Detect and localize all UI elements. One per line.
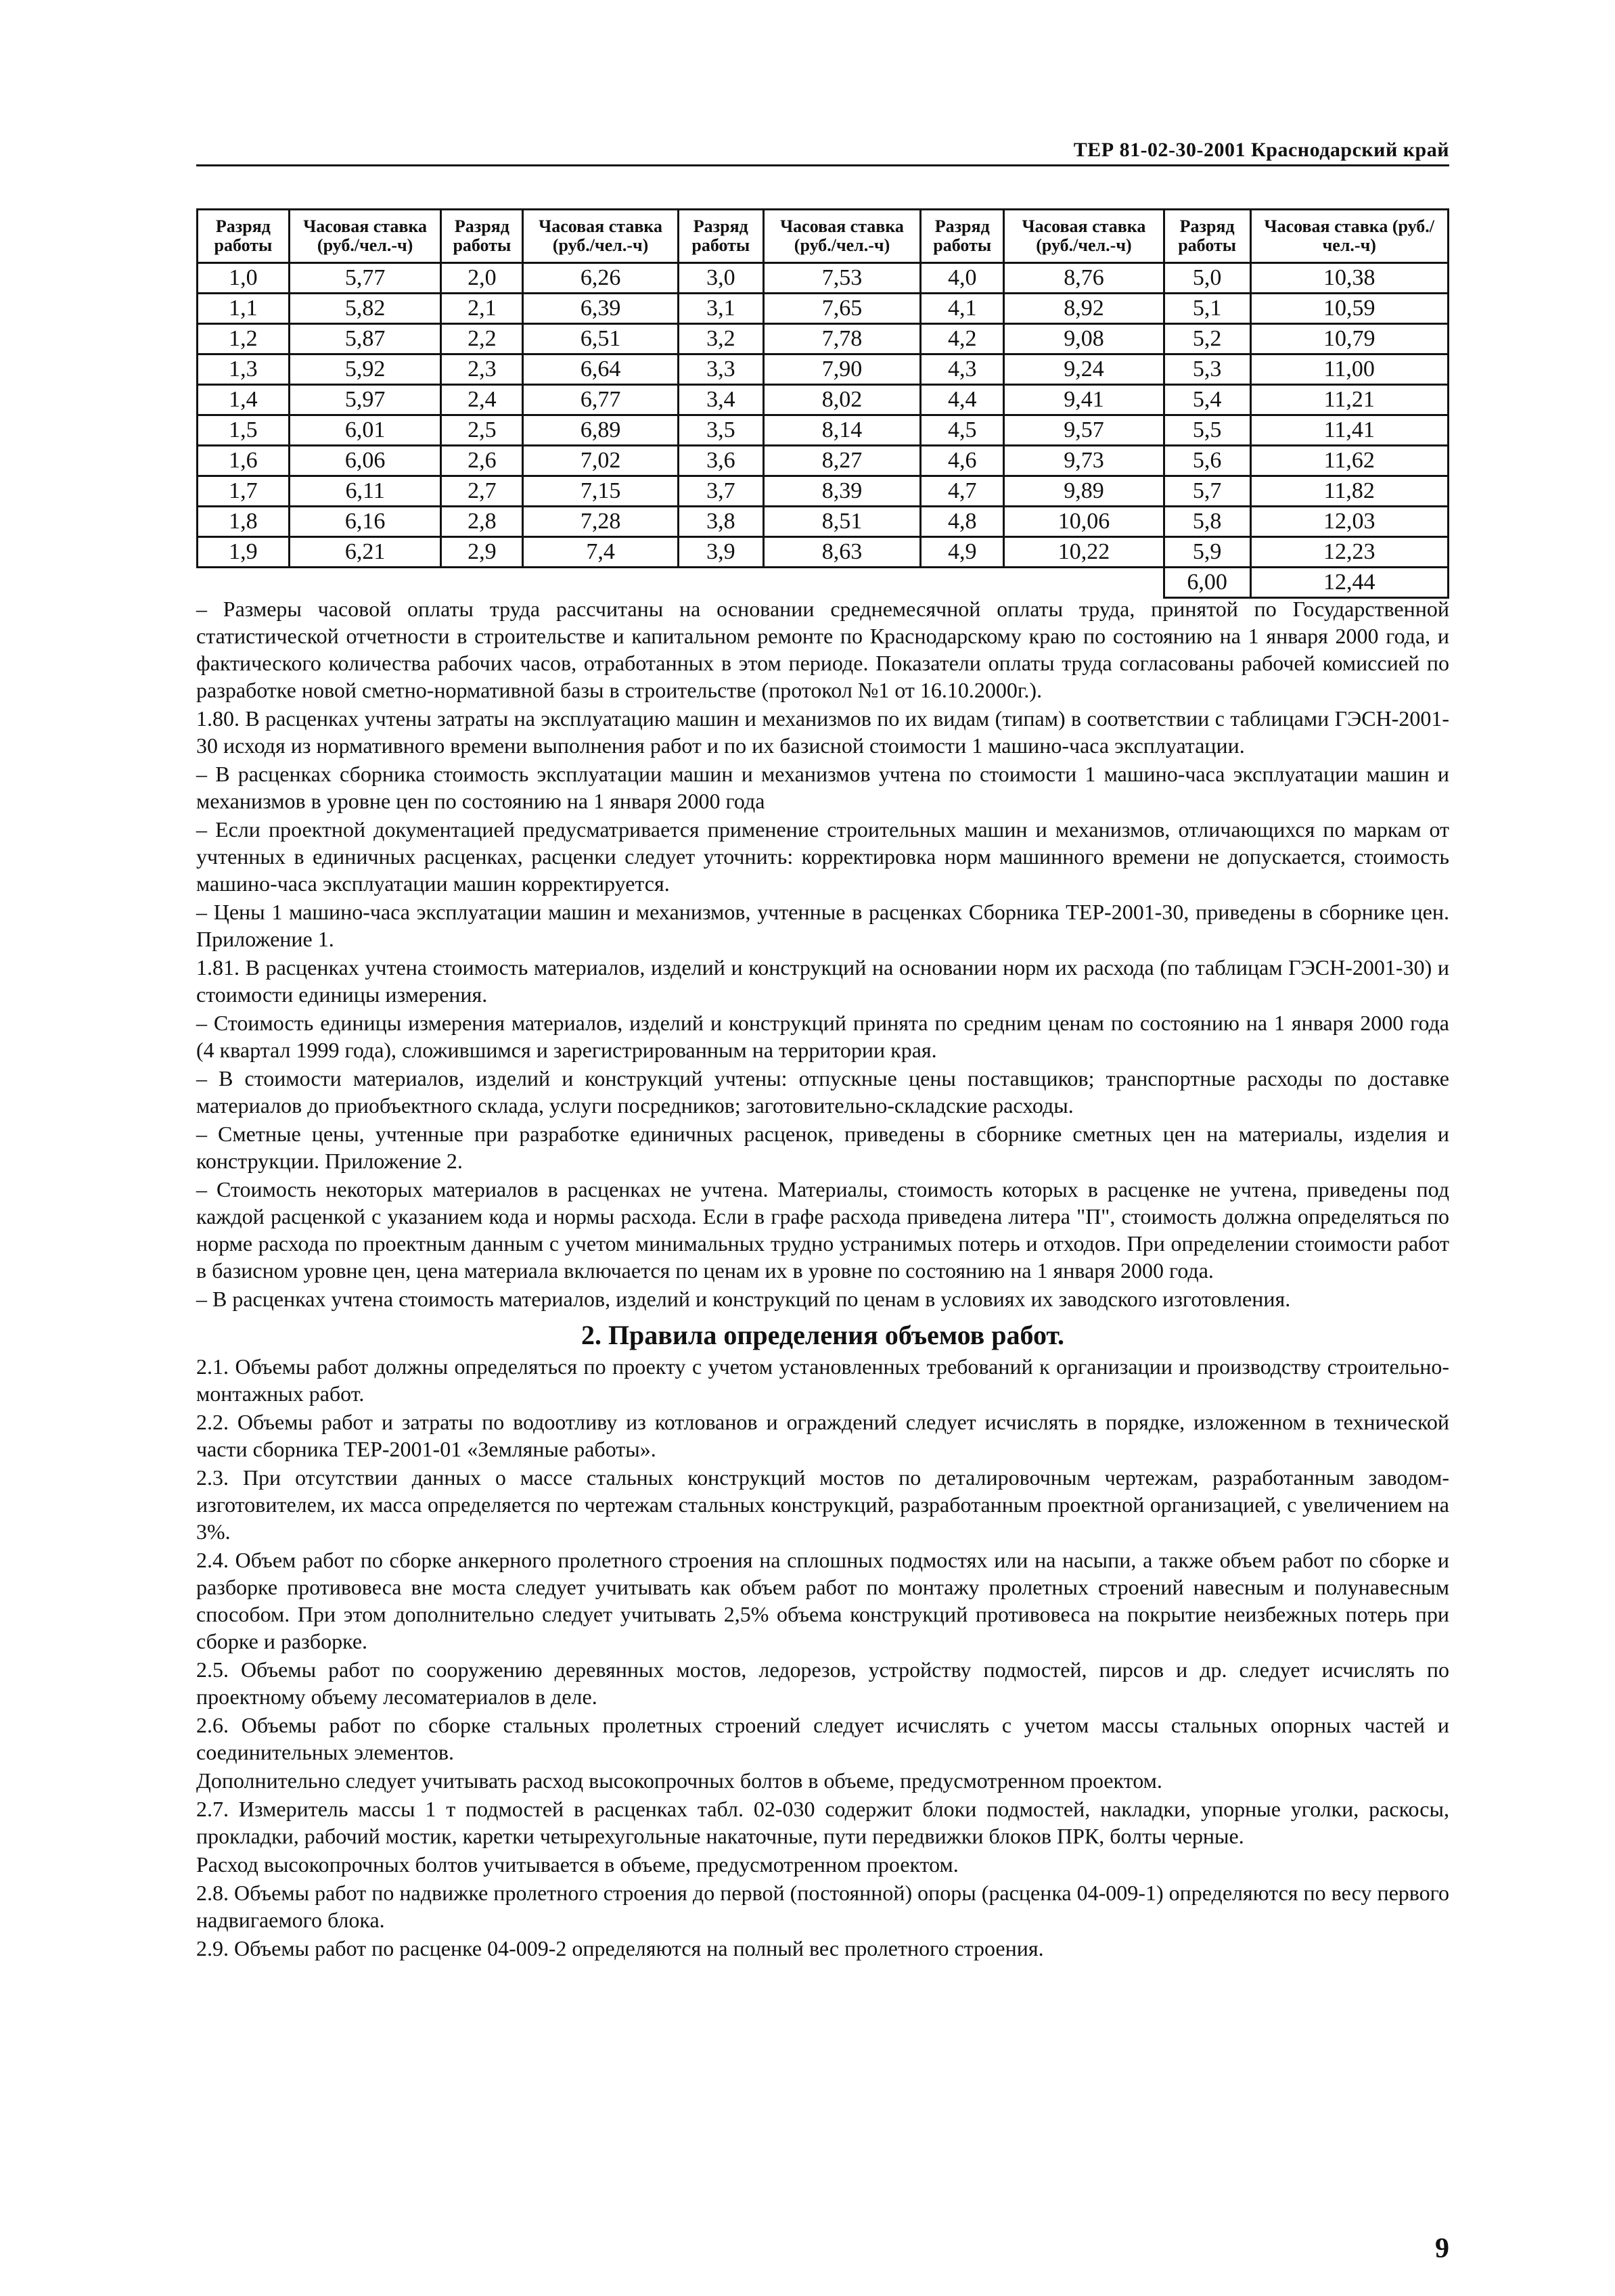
rate-cell: 7,4: [523, 537, 679, 568]
rate-cell: 11,21: [1250, 385, 1448, 415]
rate-cell: 7,53: [763, 263, 921, 294]
rate-cell: 5,92: [289, 354, 441, 385]
empty-cell: [523, 568, 679, 598]
rank-cell: 4,7: [921, 476, 1004, 507]
rate-cell: 9,08: [1004, 324, 1164, 354]
empty-cell: [763, 568, 921, 598]
rank-cell: 3,3: [678, 354, 763, 385]
rate-cell: 7,78: [763, 324, 921, 354]
rank-cell: 1,9: [198, 537, 290, 568]
rank-cell: 5,9: [1164, 537, 1250, 568]
paragraph: – Размеры часовой оплаты труда рассчитаны на основании среднемесячной оплаты труда, принятой по Государственной статистической отчетности в строительстве и капитальном ремонте по Краснодарскому краю по состоянию на 1 января 2000 года, и фактического количества рабочих часов, отработанных в этом периоде. Показатели оплаты труда согласованы рабочей комиссией по разработке новой сметно-нормативной базы в строительстве (протокол №1 от 16.10.2000г.).: [196, 597, 1449, 702]
rank-cell: 6,00: [1164, 568, 1250, 598]
empty-cell: [198, 568, 290, 598]
rank-cell: 5,5: [1164, 415, 1250, 446]
table-row: [198, 324, 1449, 354]
rate-cell: 8,92: [1004, 294, 1164, 324]
rate-cell: 11,41: [1250, 415, 1448, 446]
rate-cell: 5,97: [289, 385, 441, 415]
paragraph: Дополнительно следует учитывать расход высокопрочных болтов в объеме, предусмотренном проектом.: [196, 1768, 1162, 1793]
paragraph: – В расценках учтена стоимость материалов, изделий и конструкций по ценам в условиях их заводского изготовления.: [196, 1287, 1291, 1311]
rate-cell: 6,16: [289, 507, 441, 537]
table-row: [198, 507, 1449, 537]
page-number: 9: [1435, 2233, 1449, 2264]
col-rate-header: Часовая ставка (руб./чел.-ч): [763, 210, 921, 263]
rate-cell: 11,62: [1250, 446, 1448, 476]
rate-cell: 12,23: [1250, 537, 1448, 568]
rate-cell: 8,76: [1004, 263, 1164, 294]
rate-cell: 9,89: [1004, 476, 1164, 507]
rank-cell: 3,0: [678, 263, 763, 294]
table-header-row: [198, 210, 1449, 263]
rate-cell: 5,82: [289, 294, 441, 324]
rank-cell: 4,5: [921, 415, 1004, 446]
rank-cell: 4,6: [921, 446, 1004, 476]
rank-cell: 3,4: [678, 385, 763, 415]
empty-cell: [1004, 568, 1164, 598]
rate-cell: 10,06: [1004, 507, 1164, 537]
rank-cell: 5,1: [1164, 294, 1250, 324]
rate-cell: 6,21: [289, 537, 441, 568]
rank-cell: 4,3: [921, 354, 1004, 385]
paragraph: – Сметные цены, учтенные при разработке единичных расценок, приведены в сборнике сметных цен на материалы, изделия и конструкции. Приложение 2.: [196, 1122, 1449, 1173]
rate-cell: 8,27: [763, 446, 921, 476]
rate-cell: 8,02: [763, 385, 921, 415]
paragraph: 2.9. Объемы работ по расценке 04-009-2 определяются на полный вес пролетного строения.: [196, 1936, 1044, 1960]
rank-cell: 2,2: [441, 324, 523, 354]
rate-cell: 9,24: [1004, 354, 1164, 385]
col-rank-header: Разряд работы: [198, 210, 290, 263]
rate-cell: 6,39: [523, 294, 679, 324]
col-rank-header: Разряд работы: [1164, 210, 1250, 263]
rank-cell: 2,6: [441, 446, 523, 476]
paragraph: – В расценках сборника стоимость эксплуатации машин и механизмов учтена по стоимости 1 машино-часа эксплуатации машин и механизмов в уровне цен по состоянию на 1 января 2000 года: [196, 762, 1449, 813]
rate-cell: 5,77: [289, 263, 441, 294]
paragraph: 2.6. Объемы работ по сборке стальных пролетных строений следует исчислять с учетом массы стальных опорных частей и соединительных элементов.: [196, 1713, 1449, 1764]
rate-cell: 6,64: [523, 354, 679, 385]
col-rate-header: Часовая ставка (руб./чел.-ч): [523, 210, 679, 263]
table-row: [198, 354, 1449, 385]
rate-cell: 7,65: [763, 294, 921, 324]
rate-cell: 10,38: [1250, 263, 1448, 294]
paragraph: 2.4. Объем работ по сборке анкерного пролетного строения на сплошных подмостях или на насыпи, а также объем работ по сборке и разборке противовеса вне моста следует учитывать как объем работ по монтажу пролетных строений навесным и полунавесным способом. При этом дополнительно следует учитывать 2,5% объема конструкций противовеса на покрытие неизбежных потерь при сборке и разборке.: [196, 1548, 1449, 1653]
table-row: [198, 385, 1449, 415]
rank-cell: 5,0: [1164, 263, 1250, 294]
rate-cell: 7,28: [523, 507, 679, 537]
table-row: [198, 415, 1449, 446]
rate-cell: 6,06: [289, 446, 441, 476]
table-row: [198, 537, 1449, 568]
table-row: [198, 263, 1449, 294]
rank-cell: 1,5: [198, 415, 290, 446]
rank-cell: 3,7: [678, 476, 763, 507]
section-title: 2. Правила определения объемов работ.: [581, 1320, 1065, 1350]
rate-cell: 6,89: [523, 415, 679, 446]
paragraph: – Стоимость некоторых материалов в расценках не учтена. Материалы, стоимость которых в расценке не учтена, приведены под каждой расценкой с указанием кода и нормы расхода. Если в графе расхода приведена литера "П", стоимость должна определяться по норме расхода по проектным данным с учетом минимальных трудно устранимых потерь и отходов. При определении стоимости работ в базисном уровне цен, цена материала включается по ценам их в уровне по состоянию на 1 января 2000 года.: [196, 1177, 1449, 1283]
rank-cell: 5,3: [1164, 354, 1250, 385]
rank-cell: 3,2: [678, 324, 763, 354]
rank-cell: 1,0: [198, 263, 290, 294]
rate-cell: 7,90: [763, 354, 921, 385]
rank-cell: 2,8: [441, 507, 523, 537]
paragraph: 1.80. В расценках учтены затраты на эксплуатацию машин и механизмов по их видам (типам) в соответствии с таблицами ГЭСН-2001-30 исходя из нормативного времени выполнения работ и по их базисной стоимости 1 машино-часа эксплуатации.: [196, 706, 1449, 758]
rank-cell: 4,9: [921, 537, 1004, 568]
rank-cell: 2,9: [441, 537, 523, 568]
rank-cell: 1,2: [198, 324, 290, 354]
table-row: [198, 294, 1449, 324]
paragraph: 2.7. Измеритель массы 1 т подмостей в расценках табл. 02-030 содержит блоки подмостей, накладки, упорные уголки, раскосы, прокладки, рабочий мостик, каретки четырехугольные накаточные, пути передвижки блоков ПРК, болты черные.: [196, 1797, 1449, 1848]
rate-cell: 7,02: [523, 446, 679, 476]
rank-cell: 1,7: [198, 476, 290, 507]
rank-cell: 3,9: [678, 537, 763, 568]
paragraph: Расход высокопрочных болтов учитывается в объеме, предусмотренном проектом.: [196, 1852, 959, 1877]
rate-cell: 11,82: [1250, 476, 1448, 507]
empty-cell: [289, 568, 441, 598]
rate-cell: 5,87: [289, 324, 441, 354]
paragraph: 2.1. Объемы работ должны определяться по проекту с учетом установленных требований к организации и производству строительно-монтажных работ.: [196, 1354, 1449, 1406]
rank-cell: 3,6: [678, 446, 763, 476]
rank-cell: 5,8: [1164, 507, 1250, 537]
rank-cell: 5,4: [1164, 385, 1250, 415]
rate-cell: 11,00: [1250, 354, 1448, 385]
col-rate-header: Часовая ставка (руб./чел.-ч): [1250, 210, 1448, 263]
rate-cell: 6,01: [289, 415, 441, 446]
rate-cell: 8,51: [763, 507, 921, 537]
rate-cell: 10,22: [1004, 537, 1164, 568]
paragraph: 2.3. При отсутствии данных о массе стальных конструкций мостов по деталировочным чертежам, разработанным заводом-изготовителем, их масса определяется по чертежам стальных конструкций, разработанным проектной организацией, с увеличением на 3%.: [196, 1465, 1449, 1544]
rank-cell: 5,7: [1164, 476, 1250, 507]
rate-cell: 10,79: [1250, 324, 1448, 354]
rank-cell: 2,1: [441, 294, 523, 324]
rank-cell: 4,0: [921, 263, 1004, 294]
rank-cell: 4,1: [921, 294, 1004, 324]
paragraph: – Стоимость единицы измерения материалов, изделий и конструкций принята по средним ценам по состоянию на 1 января 2000 года (4 квартал 1999 года), сложившимся и зарегистрированным на территории края.: [196, 1011, 1449, 1062]
rank-cell: 2,7: [441, 476, 523, 507]
rate-cell: 8,63: [763, 537, 921, 568]
body-text: [196, 595, 1449, 1963]
empty-cell: [678, 568, 763, 598]
rate-cell: 12,03: [1250, 507, 1448, 537]
paragraph: – Цены 1 машино-часа эксплуатации машин и механизмов, учтенные в расценках Сборника ТЕР-2001-30, приведены в сборнике цен. Приложение 1.: [196, 900, 1449, 951]
rate-cell: 6,77: [523, 385, 679, 415]
col-rank-header: Разряд работы: [441, 210, 523, 263]
table-row: [198, 476, 1449, 507]
rate-cell: 6,26: [523, 263, 679, 294]
paragraph: 2.2. Объемы работ и затраты по водоотливу из котлованов и ограждений следует исчислять в порядке, изложенном в технической части сборника ТЕР-2001-01 «Земляные работы».: [196, 1410, 1449, 1461]
page-header: ТЕР 81-02-30-2001 Краснодарский край: [196, 139, 1449, 166]
col-rate-header: Часовая ставка (руб./чел.-ч): [1004, 210, 1164, 263]
rank-cell: 2,5: [441, 415, 523, 446]
rate-cell: 9,57: [1004, 415, 1164, 446]
rate-cell: 7,15: [523, 476, 679, 507]
rank-cell: 4,8: [921, 507, 1004, 537]
rank-cell: 3,5: [678, 415, 763, 446]
paragraph: – Если проектной документацией предусматривается применение строительных машин и механизмов, отличающихся по маркам от учтенных в единичных расценках, расценки следует уточнить: корректировка норм машинного времени не допускается, стоимость машино-часа эксплуатации машин корректируется.: [196, 817, 1449, 896]
rank-cell: 4,4: [921, 385, 1004, 415]
table-row: [198, 446, 1449, 476]
rate-cell: 6,11: [289, 476, 441, 507]
rank-cell: 1,6: [198, 446, 290, 476]
table-row: [198, 568, 1449, 598]
rank-cell: 2,0: [441, 263, 523, 294]
rank-cell: 3,8: [678, 507, 763, 537]
rank-cell: 3,1: [678, 294, 763, 324]
paragraph: 1.81. В расценках учтена стоимость материалов, изделий и конструкций на основании норм их расхода (по таблицам ГЭСН-2001-30) и стоимости единицы измерения.: [196, 955, 1449, 1007]
rank-cell: 1,3: [198, 354, 290, 385]
rank-cell: 1,4: [198, 385, 290, 415]
rate-cell: 12,44: [1250, 568, 1448, 598]
rank-cell: 4,2: [921, 324, 1004, 354]
rate-cell: 8,39: [763, 476, 921, 507]
paragraph: 2.8. Объемы работ по надвижке пролетного строения до первой (постоянной) опоры (расценка 04-009-1) определяются по весу первого надвигаемого блока.: [196, 1881, 1449, 1932]
rate-cell: 9,73: [1004, 446, 1164, 476]
rank-cell: 1,1: [198, 294, 290, 324]
col-rate-header: Часовая ставка (руб./чел.-ч): [289, 210, 441, 263]
rate-cell: 9,41: [1004, 385, 1164, 415]
rank-cell: 1,8: [198, 507, 290, 537]
rate-cell: 10,59: [1250, 294, 1448, 324]
rate-cell: 6,51: [523, 324, 679, 354]
empty-cell: [921, 568, 1004, 598]
paragraph: 2.5. Объемы работ по сооружению деревянных мостов, ледорезов, устройству подмостей, пирсов и др. следует исчислять по проектному объему лесоматериалов в деле.: [196, 1657, 1449, 1709]
rank-cell: 2,3: [441, 354, 523, 385]
paragraph: – В стоимости материалов, изделий и конструкций учтены: отпускные цены поставщиков; транспортные расходы по доставке материалов до приобъектного склада, услуги посредников; заготовительно-складские расходы.: [196, 1066, 1449, 1118]
rank-cell: 2,4: [441, 385, 523, 415]
rank-cell: 5,6: [1164, 446, 1250, 476]
col-rank-header: Разряд работы: [678, 210, 763, 263]
col-rank-header: Разряд работы: [921, 210, 1004, 263]
rate-cell: 8,14: [763, 415, 921, 446]
wage-rate-table: [196, 208, 1449, 599]
rank-cell: 5,2: [1164, 324, 1250, 354]
empty-cell: [441, 568, 523, 598]
